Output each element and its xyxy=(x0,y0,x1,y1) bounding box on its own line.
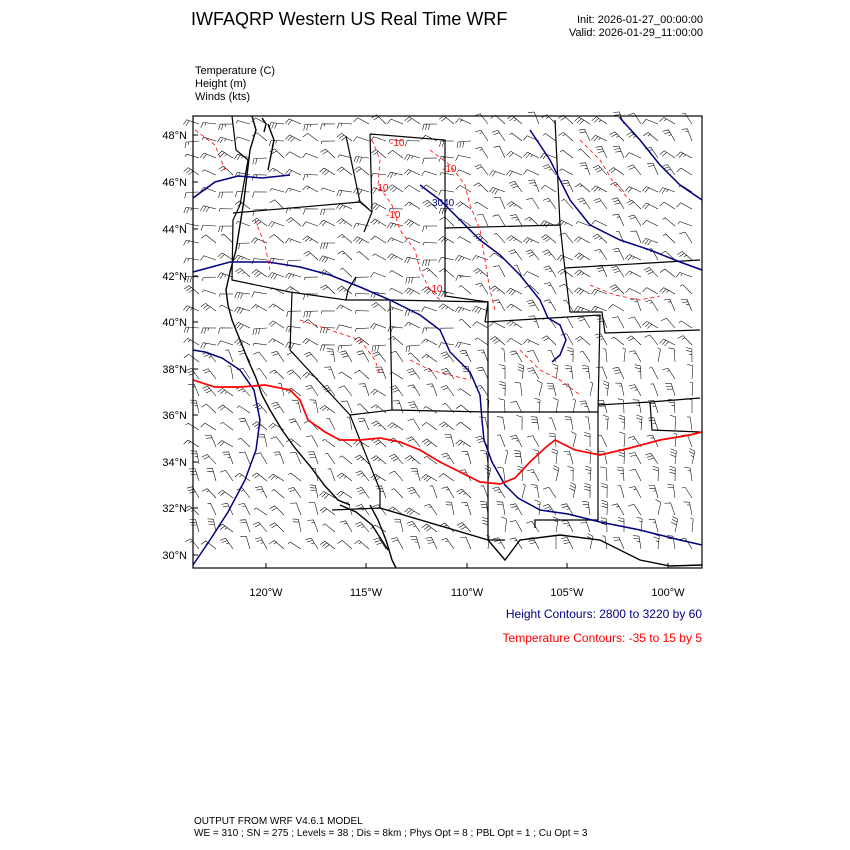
lon-tick-label: 120°W xyxy=(249,587,283,599)
lon-tick-label: 105°W xyxy=(550,587,584,599)
plot-title: IWFAQRP Western US Real Time WRF xyxy=(191,9,508,29)
model-info-line1: OUTPUT FROM WRF V4.6.1 MODEL xyxy=(194,816,363,827)
lon-tick-label: 100°W xyxy=(651,587,685,599)
lat-tick-label: 32°N xyxy=(162,503,187,515)
field-height-label: Height (m) xyxy=(195,78,247,90)
temperature-contours-legend: Temperature Contours: -35 to 15 by 5 xyxy=(502,631,702,645)
temp-contour-label: -10 xyxy=(390,138,405,149)
lat-tick-label: 48°N xyxy=(162,130,187,142)
model-info-line2: WE = 310 ; SN = 275 ; Levels = 38 ; Dis = 8km ; Phys Opt = 8 ; PBL Opt = 1 ; Cu Opt = 3 xyxy=(194,828,588,839)
lat-tick-label: 40°N xyxy=(162,317,187,329)
lat-tick-label: 44°N xyxy=(162,224,187,236)
temp-contour-label: -10 xyxy=(442,164,457,175)
valid-time: Valid: 2026-01-29_11:00:00 xyxy=(568,27,703,39)
state-borders xyxy=(232,116,700,540)
temp-contour-label: -10 xyxy=(386,210,401,221)
lat-tick-label: 36°N xyxy=(162,410,187,422)
lon-tick-label: 115°W xyxy=(349,587,383,599)
init-time: Init: 2026-01-27_00:00:00 xyxy=(577,14,703,26)
height-contours-legend: Height Contours: 2800 to 3220 by 60 xyxy=(505,607,702,621)
temp-contour-label: -10 xyxy=(428,284,443,295)
temp-contour-label: -10 xyxy=(374,183,389,194)
coastline xyxy=(226,116,702,568)
lat-tick-label: 46°N xyxy=(162,177,187,189)
lat-tick-label: 38°N xyxy=(162,364,187,376)
lat-tick-label: 30°N xyxy=(162,550,187,562)
height-contours xyxy=(193,118,702,565)
lat-tick-label: 42°N xyxy=(162,271,187,283)
lat-tick-label: 34°N xyxy=(162,457,187,469)
field-winds-label: Winds (kts) xyxy=(195,91,250,103)
lon-tick-label: 110°W xyxy=(450,587,484,599)
field-temperature-label: Temperature (C) xyxy=(195,65,276,77)
height-contour-label: 3040 xyxy=(432,198,455,209)
